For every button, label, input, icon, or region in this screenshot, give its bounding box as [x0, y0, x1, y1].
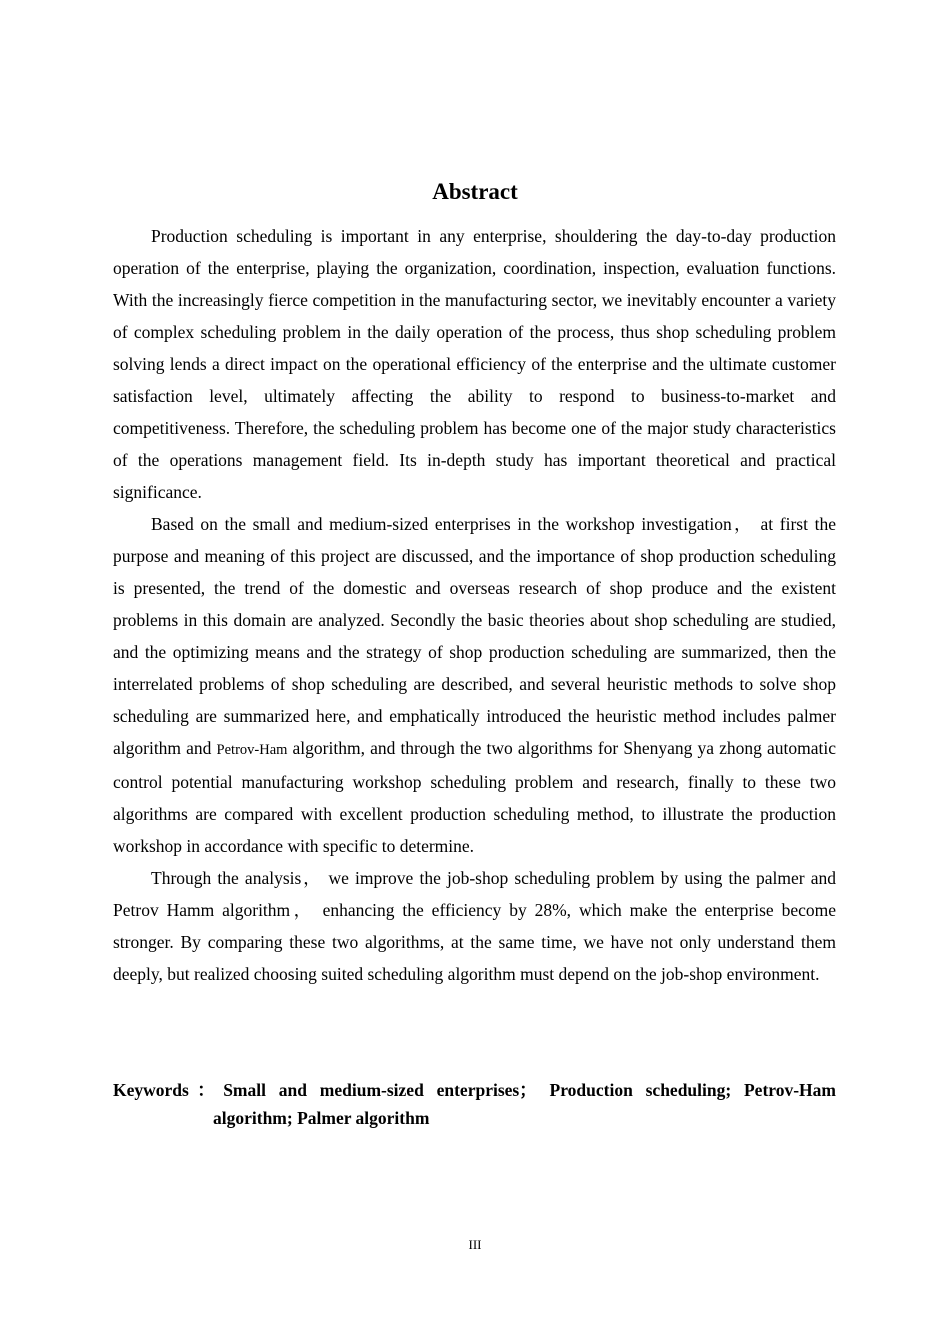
abstract-paragraph-2 [113, 508, 836, 862]
keywords-label: Keywords： [113, 1080, 224, 1100]
paragraph-2-term: Petrov-Ham [216, 742, 288, 758]
abstract-paragraph-1: Production scheduling is important in any enterprise, shouldering the day-to-day production operation of the enterprise, playing the organization, coordination, inspection, evaluation functions. With the increasingly fierce competition in the manufacturing sector, we inevitably encounter a variety of complex scheduling problem in the daily operation of the process, thus shop scheduling problem solving lends a direct impact on the operational efficiency of the enterprise and the ultimate customer satisfaction level, ultimately affecting the ability to respond to business-to-market and competitiveness. Therefore, the scheduling problem has become one of the major study characteristics of the operations management field. Its in-depth study has important theoretical and practical significance. [113, 226, 836, 502]
abstract-paragraph-3: Through the analysis， we improve the job-shop scheduling problem by using the palmer and Petrov Hamm algorithm， enhancing the efficiency by 28%, which make the enterprise become stronger. By comparing these two algorithms, at the same time, we have not only understand them deeply, but realized choosing suited scheduling algorithm must depend on the job-shop environment. [113, 868, 836, 984]
keywords-line [113, 1076, 836, 1132]
paragraph-2-text-before: Based on the small and medium-sized enterprises in the workshop investigation， at first the purpose and meaning of this project are discussed, and the importance of shop production scheduling is presented, the trend of the domestic and overseas research of shop produce and the existent problems in this domain are analyzed. Secondly the basic theories about shop scheduling are studied, and the optimizing means and the strategy of shop production scheduling are summarized, then the interrelated problems of shop scheduling are described, and several heuristic methods to solve shop scheduling are summarized here, and emphatically introduced the heuristic method includes palmer algorithm and [113, 514, 836, 758]
abstract-body [113, 220, 836, 990]
page-number: III [468, 1237, 482, 1252]
abstract-title: Abstract [432, 179, 518, 204]
paragraph-2-text-after: algorithm, and through the two algorithms for Shenyang ya zhong automatic control potential manufacturing workshop scheduling problem and research, finally to these two algorithms are compared with excellent production scheduling method, to illustrate the production workshop in accordance with specific to determine. [113, 738, 836, 856]
keywords-value: Small and medium-sized enterprises； Production scheduling; Petrov-Ham algorithm; Palmer algorithm [213, 1080, 836, 1128]
